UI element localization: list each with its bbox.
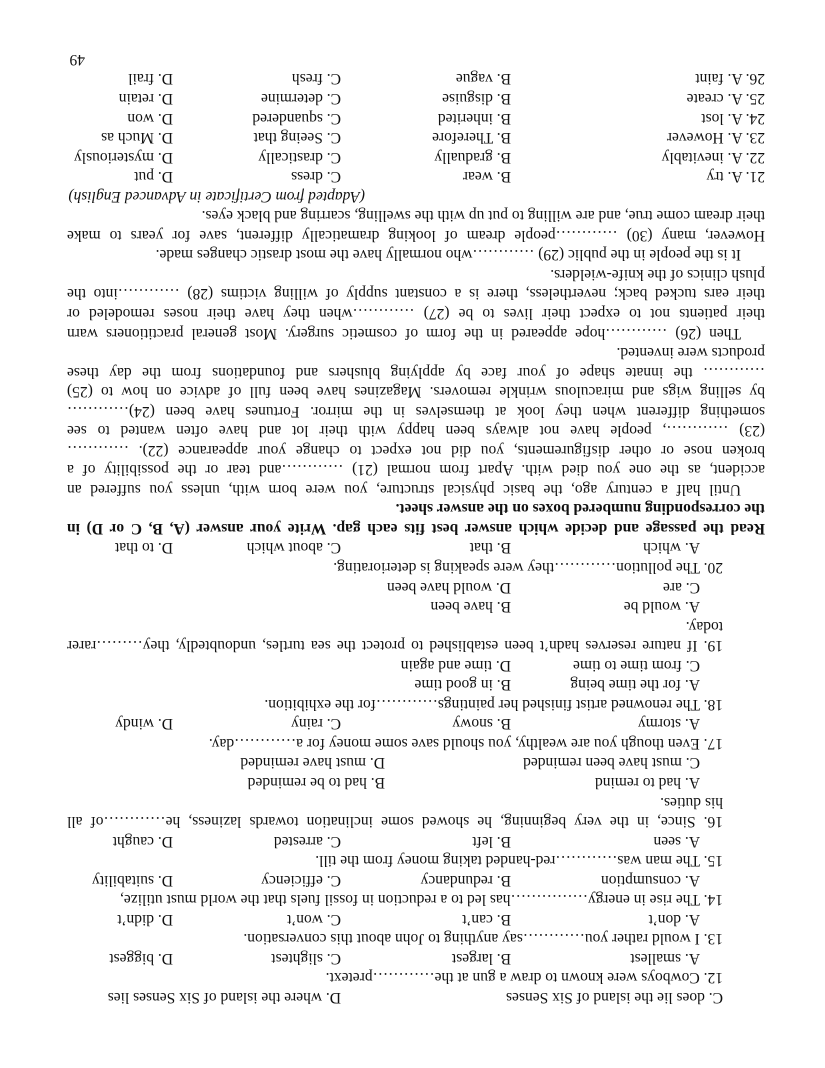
question-25-option-a: 25. A. create xyxy=(686,90,765,108)
question-23-option-d: D. Much as xyxy=(101,129,173,147)
question-21-option-d: D. put xyxy=(134,168,173,186)
question-17-option-d: D. windy xyxy=(115,715,173,733)
question-15-stem: 15. The man was…………red-handed taking money from the till. xyxy=(315,852,723,870)
question-12-option-b: B. largest xyxy=(451,949,511,967)
question-19-option-b: B. have been xyxy=(430,598,511,616)
question-16-option-d: D. must have reminded xyxy=(240,754,385,772)
question-13-option-d: D. didn’t xyxy=(117,910,173,928)
question-18-option-b: B. in good time xyxy=(414,676,511,694)
question-13-stem: 13. I would rather you…………say anything to John about this conversation. xyxy=(243,930,723,948)
passage-para1-line3: broken nose or other disfigurements, you did not expect to change your appearance (22). ………… xyxy=(67,441,765,459)
passage-para1-line5: something different when they look at themselves in the mirror. Fortunes have been (24)………… xyxy=(67,402,765,420)
question-25-option-b: B. disguise xyxy=(442,90,511,108)
passage-para2-line1: Then (26) …………hope appeared in the form of cosmetic surgery. Most general practitioners warn xyxy=(67,324,741,342)
question-26-option-a: 26. A. faint xyxy=(695,70,765,88)
question-13-option-a: A. don’t xyxy=(648,910,700,928)
question-14-option-d: D. suitability xyxy=(92,871,173,889)
cloze-instruction-line2: the corresponding numbered boxes on the answer sheet. xyxy=(395,500,765,518)
question-17-option-c: C. rainy xyxy=(291,715,341,733)
question-18-stem: 18. The renowned artist finished her paintings…………for the exhibition. xyxy=(264,695,723,713)
question-23-option-c: C. Seeing that xyxy=(253,129,341,147)
question-14-option-c: C. efficiency xyxy=(261,871,341,889)
question-18-option-c: C. from time to time xyxy=(573,656,700,674)
question-23-option-b: B. Therefore xyxy=(432,129,511,147)
question-24-option-a: 24. A. lost xyxy=(701,109,765,127)
question-22-option-a: 22. A. inevitably xyxy=(661,148,765,166)
question-20-option-d: D. to that xyxy=(114,539,173,557)
question-21-option-a: 21. A. try xyxy=(706,168,765,186)
passage-para3-line3: their dream come true, and are willing to put up with the swelling, scarring and black eyes. xyxy=(201,207,765,225)
question-20-option-a: A. which xyxy=(643,539,700,557)
question-14-option-a: A. consumption xyxy=(600,871,700,889)
question-17-stem: 17. Even though you are wealthy, you should save some money for a…………day. xyxy=(208,735,723,752)
question-22-option-b: B. gradually xyxy=(434,148,511,166)
q11-option-d: D. where the island of Six Senses lies xyxy=(107,989,341,1006)
passage-para1-line2: accident, as the one you died with. Apart from normal (21) …………and tear or the possibility of a xyxy=(67,461,765,479)
question-18-option-d: D. time and again xyxy=(400,656,511,674)
passage-para1-line4: (23) …………, people have not always been happy with their lot and have often wanted to see xyxy=(67,422,765,440)
question-14-stem: 14. The rise in energy……………has led to a reduction in fossil fuels that the world must utilize, xyxy=(120,891,723,909)
question-12-stem: 12. Cowboys were known to draw a gun at the…………pretext. xyxy=(325,969,723,987)
question-18-option-a: A. for the time being xyxy=(570,676,700,694)
question-22-option-c: C. drastically xyxy=(258,148,341,166)
question-24-option-c: C. squandered xyxy=(252,109,341,127)
passage-para2-line3: their ears tucked back; nevertheless, there is a constant supply of willing victims (28) …………into the xyxy=(67,285,765,303)
question-19-stem-line2: today. xyxy=(685,617,723,635)
page-number: 49 xyxy=(69,51,85,68)
passage-para1-line7: ………… the innate shape of your face by applying blushers and foundations from the day these xyxy=(67,363,765,381)
question-16-option-c: C. must have been reminded xyxy=(523,754,700,772)
question-12-option-a: A. smallest xyxy=(630,949,700,967)
question-12-option-c: C. slightest xyxy=(271,949,341,967)
question-13-option-b: B. can’t xyxy=(462,910,511,928)
question-15-option-d: D. caught xyxy=(112,832,173,850)
passage-para2-line4: plush clinics of the knife-wielders. xyxy=(550,266,765,283)
question-16-stem-line1: 16. Since, in the very beginning, he showed some inclination towards laziness, he…………of all xyxy=(67,813,723,831)
q11-option-c: C. does lie the island of Six Senses xyxy=(506,989,723,1006)
passage-para2-line2: their patients not to expect their lives to be (27) …………when they have their noses remodeled or xyxy=(67,305,765,322)
question-19-stem-line1: 19. If nature reserves hadn’t been established to protect the sea turtles, undoubtedly, they………rarer xyxy=(67,637,723,655)
question-23-option-a: 23. A. However xyxy=(666,129,765,147)
question-20-option-b: B. that xyxy=(469,539,511,557)
question-24-option-b: B. inherited xyxy=(437,109,511,127)
question-22-option-d: D. mysteriously xyxy=(73,148,173,166)
passage-para1-line1: Until half a century ago, the basic physical structure, you were born with, unless you suffered an xyxy=(67,480,741,498)
passage-source: (Adapted from Certificate in Advanced English) xyxy=(68,187,365,205)
question-16-option-b: B. had to be reminded xyxy=(247,774,385,791)
question-14-option-b: B. redundancy xyxy=(420,871,511,889)
cloze-instruction-line1: Read the passage and decide which answer best fits each gap. Write your answer (A, B, C or D) in xyxy=(67,520,765,537)
question-15-option-b: B. left xyxy=(472,832,511,850)
question-26-option-b: B. vague xyxy=(455,70,511,88)
passage-para3-line1: It is the people in the public (29) …………who normally have the most drastic changes made. xyxy=(155,246,741,264)
passage-para1-line8: products were invented. xyxy=(616,344,765,362)
question-25-option-c: C. determine xyxy=(260,90,341,108)
question-24-option-d: D. won xyxy=(127,109,173,127)
question-20-stem: 20. The pollution…………they were speaking is deteriorating. xyxy=(333,559,723,577)
question-20-option-c: C. about which xyxy=(246,539,341,557)
question-21-option-b: B. wear xyxy=(462,168,511,186)
question-15-option-c: C. arrested xyxy=(273,832,341,850)
question-19-option-a: A. would be xyxy=(623,598,700,616)
question-25-option-d: D. retain xyxy=(118,90,173,108)
question-13-option-c: C. won’t xyxy=(287,910,341,928)
question-26-option-c: C. fresh xyxy=(291,70,341,88)
passage-para1-line6: by selling wigs and miraculous wrinkle removers. Magazines have been full of advice on how to (25) xyxy=(67,383,765,401)
question-16-stem-line2: his duties. xyxy=(660,793,723,811)
question-16-option-a: A. had to remind xyxy=(594,774,700,791)
question-26-option-d: D. frail xyxy=(128,70,173,88)
question-21-option-c: C. dress xyxy=(291,168,341,186)
question-19-option-d: D. would have been xyxy=(387,578,511,596)
question-17-option-a: A. stormy xyxy=(638,715,700,733)
question-19-option-c: C. are xyxy=(662,578,700,596)
question-12-option-d: D. biggest xyxy=(109,949,173,967)
question-15-option-a: A. seen xyxy=(653,832,700,850)
question-17-option-b: B. snowy xyxy=(452,715,511,733)
passage-para3-line2: However, many (30) …………people dream of looking dramatically different, save for years to make xyxy=(67,226,765,244)
